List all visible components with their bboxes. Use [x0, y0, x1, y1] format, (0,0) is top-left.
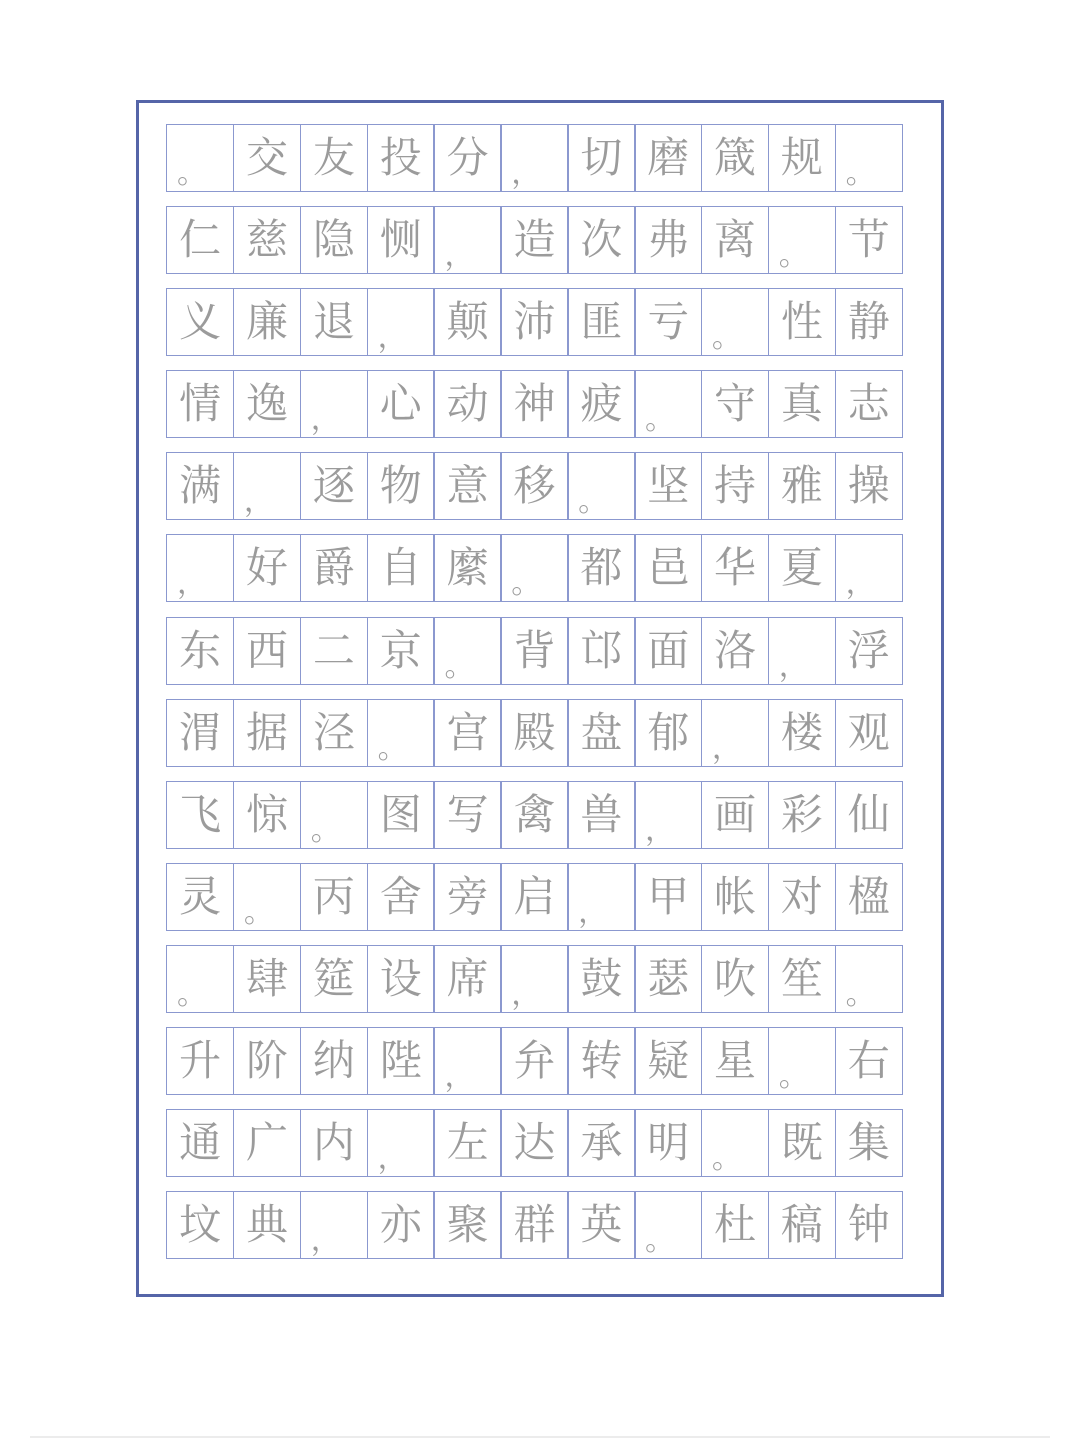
grid-cell-character: 心 [367, 370, 435, 438]
grid-cell-punctuation: 。 [768, 1027, 836, 1095]
grid-cell-punctuation: ， [166, 534, 234, 602]
grid-cell-character: 次 [567, 206, 635, 274]
grid-cell-character: 启 [500, 863, 568, 931]
grid-cell-punctuation: 。 [233, 863, 301, 931]
grid-cell-character: 节 [835, 206, 903, 274]
grid-row [166, 206, 918, 274]
grid-cell-punctuation: 。 [634, 370, 702, 438]
grid-cell-character: 静 [835, 288, 903, 356]
grid-cell-character: 稿 [768, 1191, 836, 1259]
grid-cell-character: 交 [233, 124, 301, 192]
grid-cell-punctuation: ， [634, 781, 702, 849]
grid-cell-character: 图 [367, 781, 435, 849]
grid-cell-character: 规 [768, 124, 836, 192]
grid-cell-punctuation: ， [367, 1109, 435, 1177]
grid-cell-character: 分 [433, 124, 501, 192]
grid-cell-character: 切 [567, 124, 635, 192]
grid-cell-character: 聚 [433, 1191, 501, 1259]
grid-cell-character: 面 [634, 617, 702, 685]
grid-cell-character: 英 [567, 1191, 635, 1259]
grid-cell-punctuation: 。 [701, 1109, 769, 1177]
grid-cell-character: 仁 [166, 206, 234, 274]
grid-cell-character: 亏 [634, 288, 702, 356]
grid-cell-character: 鼓 [567, 945, 635, 1013]
grid-cell-character: 退 [300, 288, 368, 356]
grid-cell-character: 物 [367, 452, 435, 520]
grid-cell-character: 颠 [433, 288, 501, 356]
grid-cell-character: 恻 [367, 206, 435, 274]
grid-cell-character: 匪 [567, 288, 635, 356]
grid-cell-character: 背 [500, 617, 568, 685]
grid-cell-character: 兽 [567, 781, 635, 849]
grid-cell-character: 飞 [166, 781, 234, 849]
grid-cell-character: 左 [433, 1109, 501, 1177]
grid-cell-character: 楹 [835, 863, 903, 931]
grid-cell-character: 神 [500, 370, 568, 438]
grid-row [166, 863, 918, 931]
grid-cell-character: 好 [233, 534, 301, 602]
grid-row [166, 1191, 918, 1259]
grid-cell-character: 移 [500, 452, 568, 520]
grid-cell-character: 逐 [300, 452, 368, 520]
grid-row [166, 699, 918, 767]
grid-cell-character: 縻 [433, 534, 501, 602]
grid-cell-character: 转 [567, 1027, 635, 1095]
grid-cell-character: 群 [500, 1191, 568, 1259]
grid-cell-character: 守 [701, 370, 769, 438]
grid-cell-character: 承 [567, 1109, 635, 1177]
grid-cell-character: 陛 [367, 1027, 435, 1095]
grid-cell-character: 隐 [300, 206, 368, 274]
grid-cell-character: 广 [233, 1109, 301, 1177]
grid-cell-character: 丙 [300, 863, 368, 931]
grid-cell-punctuation: ， [300, 1191, 368, 1259]
grid-cell-punctuation: 。 [768, 206, 836, 274]
grid-cell-punctuation: ， [367, 288, 435, 356]
grid-cell-character: 逸 [233, 370, 301, 438]
grid-cell-character: 坚 [634, 452, 702, 520]
grid-cell-character: 西 [233, 617, 301, 685]
grid-cell-character: 甲 [634, 863, 702, 931]
grid-cell-character: 明 [634, 1109, 702, 1177]
grid-cell-character: 都 [567, 534, 635, 602]
grid-cell-punctuation: ， [701, 699, 769, 767]
grid-cell-character: 通 [166, 1109, 234, 1177]
grid-cell-character: 对 [768, 863, 836, 931]
grid-cell-punctuation: 。 [166, 124, 234, 192]
grid-cell-character: 筵 [300, 945, 368, 1013]
grid-cell-punctuation: ， [300, 370, 368, 438]
grid-cell-character: 星 [701, 1027, 769, 1095]
grid-cell-character: 集 [835, 1109, 903, 1177]
grid-cell-character: 肆 [233, 945, 301, 1013]
grid-cell-character: 廉 [233, 288, 301, 356]
grid-cell-punctuation: ， [567, 863, 635, 931]
grid-cell-character: 爵 [300, 534, 368, 602]
grid-cell-punctuation: 。 [433, 617, 501, 685]
grid-cell-character: 仙 [835, 781, 903, 849]
grid-cell-character: 亦 [367, 1191, 435, 1259]
practice-sheet [136, 100, 944, 1297]
grid-cell-character: 箴 [701, 124, 769, 192]
grid-cell-character: 疲 [567, 370, 635, 438]
grid-cell-character: 夏 [768, 534, 836, 602]
grid-cell-character: 郁 [634, 699, 702, 767]
grid-cell-character: 渭 [166, 699, 234, 767]
grid-cell-character: 彩 [768, 781, 836, 849]
grid-cell-character: 投 [367, 124, 435, 192]
grid-cell-character: 既 [768, 1109, 836, 1177]
grid-cell-punctuation: ， [500, 945, 568, 1013]
grid-cell-character: 友 [300, 124, 368, 192]
grid-row [166, 534, 918, 602]
grid-cell-punctuation: ， [500, 124, 568, 192]
grid-cell-character: 满 [166, 452, 234, 520]
grid-cell-character: 殿 [500, 699, 568, 767]
grid-cell-punctuation: 。 [500, 534, 568, 602]
grid-row [166, 781, 918, 849]
grid-cell-punctuation: ， [233, 452, 301, 520]
grid-cell-character: 笙 [768, 945, 836, 1013]
character-grid [166, 124, 918, 1273]
grid-cell-character: 洛 [701, 617, 769, 685]
grid-cell-character: 升 [166, 1027, 234, 1095]
grid-cell-punctuation: 。 [567, 452, 635, 520]
grid-cell-character: 舍 [367, 863, 435, 931]
grid-cell-character: 禽 [500, 781, 568, 849]
grid-cell-character: 情 [166, 370, 234, 438]
grid-cell-character: 真 [768, 370, 836, 438]
grid-cell-character: 操 [835, 452, 903, 520]
grid-row [166, 1027, 918, 1095]
grid-cell-character: 二 [300, 617, 368, 685]
grid-row [166, 370, 918, 438]
grid-cell-character: 京 [367, 617, 435, 685]
grid-cell-character: 浮 [835, 617, 903, 685]
grid-cell-character: 画 [701, 781, 769, 849]
grid-cell-character: 动 [433, 370, 501, 438]
grid-cell-character: 自 [367, 534, 435, 602]
grid-cell-character: 惊 [233, 781, 301, 849]
grid-cell-character: 邙 [567, 617, 635, 685]
grid-cell-punctuation: 。 [835, 124, 903, 192]
grid-cell-character: 宫 [433, 699, 501, 767]
grid-cell-punctuation: 。 [367, 699, 435, 767]
grid-cell-character: 吹 [701, 945, 769, 1013]
grid-cell-punctuation: 。 [166, 945, 234, 1013]
grid-cell-character: 瑟 [634, 945, 702, 1013]
grid-cell-character: 义 [166, 288, 234, 356]
grid-row [166, 452, 918, 520]
grid-row [166, 1109, 918, 1177]
grid-cell-character: 离 [701, 206, 769, 274]
grid-cell-character: 灵 [166, 863, 234, 931]
grid-row [166, 124, 918, 192]
grid-cell-character: 盘 [567, 699, 635, 767]
grid-cell-character: 弁 [500, 1027, 568, 1095]
grid-cell-character: 邑 [634, 534, 702, 602]
grid-row [166, 617, 918, 685]
grid-cell-character: 钟 [835, 1191, 903, 1259]
grid-cell-character: 志 [835, 370, 903, 438]
grid-cell-punctuation: 。 [701, 288, 769, 356]
grid-cell-character: 写 [433, 781, 501, 849]
grid-cell-punctuation: 。 [300, 781, 368, 849]
grid-cell-character: 疑 [634, 1027, 702, 1095]
grid-cell-character: 内 [300, 1109, 368, 1177]
grid-cell-character: 磨 [634, 124, 702, 192]
grid-cell-character: 坟 [166, 1191, 234, 1259]
page-divider [30, 1436, 1050, 1438]
grid-row [166, 945, 918, 1013]
grid-cell-character: 沛 [500, 288, 568, 356]
grid-cell-character: 东 [166, 617, 234, 685]
grid-cell-character: 意 [433, 452, 501, 520]
grid-cell-character: 楼 [768, 699, 836, 767]
grid-cell-character: 旁 [433, 863, 501, 931]
grid-cell-character: 雅 [768, 452, 836, 520]
grid-cell-character: 慈 [233, 206, 301, 274]
grid-cell-character: 泾 [300, 699, 368, 767]
grid-cell-punctuation: ， [835, 534, 903, 602]
grid-cell-character: 帐 [701, 863, 769, 931]
grid-cell-character: 杜 [701, 1191, 769, 1259]
grid-cell-punctuation: ， [433, 1027, 501, 1095]
grid-cell-character: 华 [701, 534, 769, 602]
grid-cell-character: 右 [835, 1027, 903, 1095]
grid-cell-character: 性 [768, 288, 836, 356]
grid-cell-character: 弗 [634, 206, 702, 274]
grid-cell-character: 造 [500, 206, 568, 274]
grid-cell-punctuation: 。 [835, 945, 903, 1013]
grid-cell-character: 达 [500, 1109, 568, 1177]
grid-cell-character: 持 [701, 452, 769, 520]
grid-cell-character: 设 [367, 945, 435, 1013]
grid-cell-punctuation: 。 [634, 1191, 702, 1259]
grid-cell-punctuation: ， [433, 206, 501, 274]
grid-cell-character: 阶 [233, 1027, 301, 1095]
grid-cell-character: 典 [233, 1191, 301, 1259]
grid-cell-character: 纳 [300, 1027, 368, 1095]
grid-cell-character: 观 [835, 699, 903, 767]
grid-cell-character: 据 [233, 699, 301, 767]
grid-row [166, 288, 918, 356]
grid-cell-character: 席 [433, 945, 501, 1013]
grid-cell-punctuation: ， [768, 617, 836, 685]
